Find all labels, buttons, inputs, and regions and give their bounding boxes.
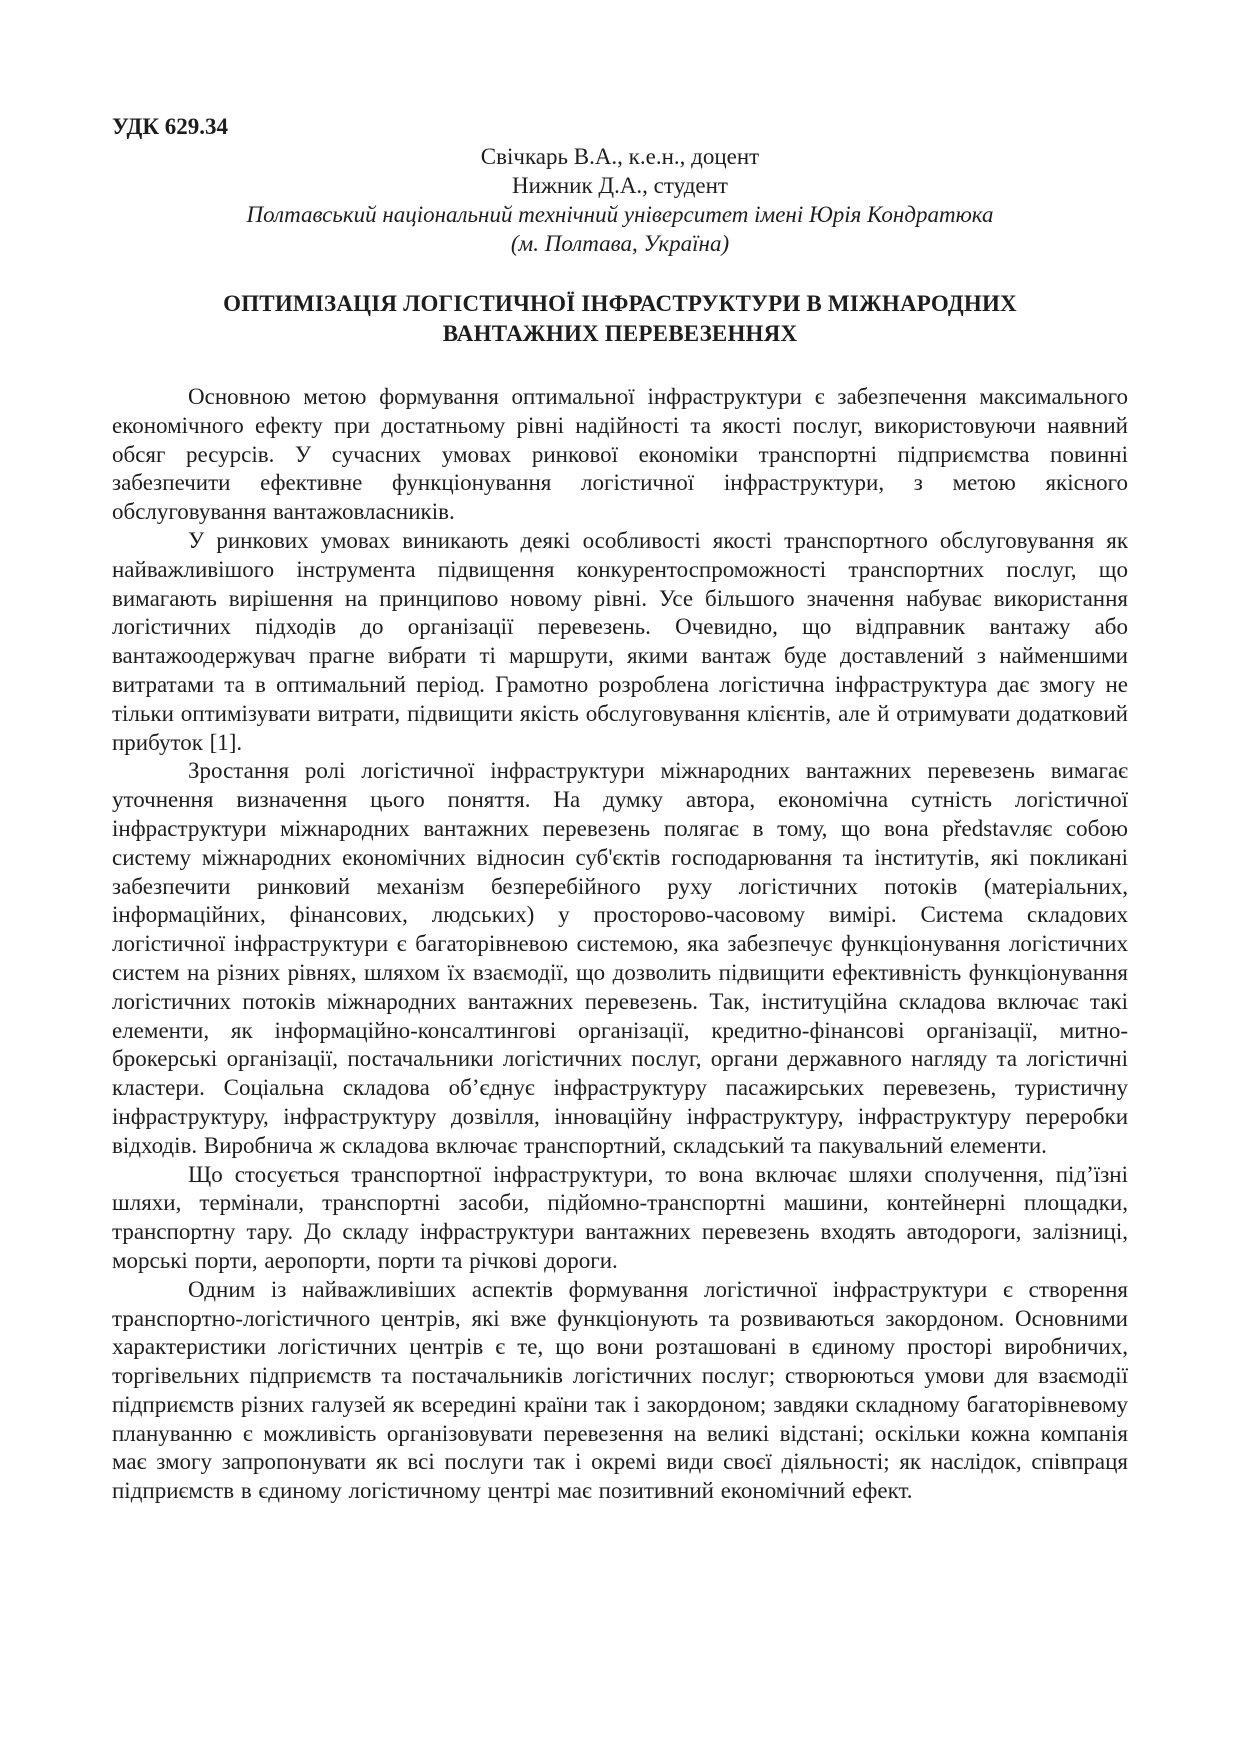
article-body xyxy=(112,383,1128,1506)
article-title-line-2: ВАНТАЖНИХ ПЕРЕВЕЗЕННЯХ xyxy=(442,321,798,346)
paragraph-2: У ринкових умовах виникають деякі особливості якості транспортного обслуговування як найважливішого інструмента підвищення конкурентоспроможності транспортних послуг, що вимагають вирішення на принципово новому рівні. Усе більшого значення набуває використання логістичних підходів до організації перевезень. Очевидно, що відправник вантажу або вантажоодержувач прагне вибрати ті маршрути, якими вантаж буде доставлений з найменшими витратами та в оптимальний період. Грамотно розроблена логістична інфраструктура дає змогу не тільки оптимізувати витрати, підвищити якість обслуговування клієнтів, але й отримувати додатковий прибуток [1]. xyxy=(112,527,1128,755)
article-title xyxy=(112,289,1128,349)
author-line-1: Свічкарь В.А., к.е.н., доцент xyxy=(480,144,760,169)
location: (м. Полтава, Україна) xyxy=(510,231,730,256)
author-line-2: Нижник Д.А., студент xyxy=(512,173,728,198)
paragraph-4: Що стосується транспортної інфраструктури, то вона включає шляхи сполучення, під’їзні шляхи, термінали, транспортні засоби, підйомно-транспортні машини, контейнерні площадки, транспортну тару. До складу інфраструктури вантажних перевезень входять автодороги, залізниці, морські порти, аеропорти, порти та річкові дороги. xyxy=(112,1161,1128,1273)
affiliation: Полтавський національний технічний університет імені Юрія Кондратюка xyxy=(246,202,994,227)
paragraph-3: Зростання ролі логістичної інфраструктури міжнародних вантажних перевезень вимагає уточнення визначення цього поняття. На думку автора, економічна сутність логістичної інфраструктури міжнародних вантажних перевезень полягає в тому, що вона představляє собою систему міжнародних економічних відносин суб'єктів господарювання та інститутів, які покликані забезпечити ринковий механізм безперебійного руху логістичних потоків (матеріальних, інформаційних, фінансових, людських) у просторово-часовому вимірі. Система складових логістичної інфраструктури є багаторівневою системою, яка забезпечує функціонування логістичних систем на різних рівнях, шляхом їх взаємодії, що дозволить підвищити ефективність функціонування логістичних потоків міжнародних вантажних перевезень. Так, інституційна складова включає такі елементи, як інформаційно-консалтингові організації, кредитно-фінансові організації, митно-брокерські організації, постачальники логістичних послуг, органи державного нагляду та логістичні кластери. Соціальна складова об’єднує інфраструктуру пасажирських перевезень, туристичну інфраструктуру, інфраструктуру дозвілля, інноваційну інфраструктуру, інфраструктуру переробки відходів. Виробнича ж складова включає транспортний, складський та пакувальний елементи. xyxy=(112,758,1128,1158)
paragraph-1: Основною метою формування оптимальної інфраструктури є забезпечення максимального економічного ефекту при достатньому рівні надійності та якості послуг, використовуючи наявний обсяг ресурсів. У сучасних умовах ринкової економіки транспортні підприємства повинні забезпечити ефективне функціонування логістичної інфраструктури, з метою якісного обслуговування вантажовласників. xyxy=(112,384,1128,525)
byline-block xyxy=(112,142,1128,258)
udk-code: УДК 629.34 xyxy=(112,114,229,139)
article-title-line-1: ОПТИМІЗАЦІЯ ЛОГІСТИЧНОЇ ІНФРАСТРУКТУРИ В МІЖНАРОДНИХ xyxy=(223,291,1017,316)
paragraph-5: Одним із найважливіших аспектів формування логістичної інфраструктури є створення транспортно-логістичного центрів, які вже функціонують та розвиваються закордоном. Основними характеристики логістичних центрів є те, що вони розташовані в єдиному просторі виробничих, торгівельних підприємств та постачальників логістичних послуг; створюються умови для взаємодії підприємств різних галузей як всередині країни так і закордоном; завдяки складному багаторівневому плануванню є можливість організовувати перевезення на великі відстані; оскільки кожна компанія має змогу запропонувати як всі послуги так і окремі види своєї діяльності; як наслідок, співпраця підприємств в єдиному логістичному центрі має позитивний економічний ефект. xyxy=(112,1276,1128,1504)
